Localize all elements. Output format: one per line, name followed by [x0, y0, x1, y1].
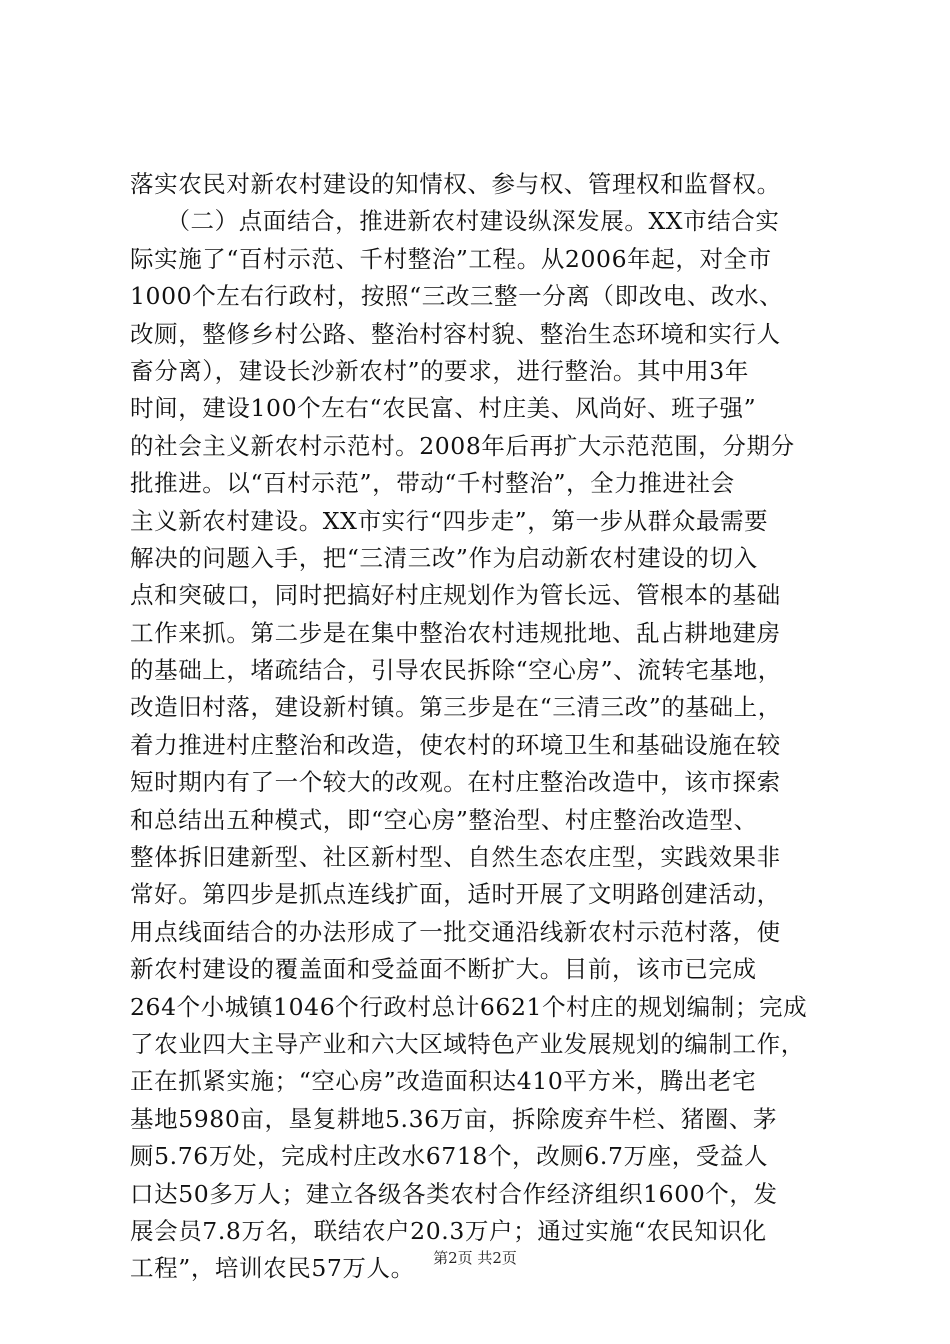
text-line: 畜分离），建设长沙新农村”的要求，进行整治。其中用3年 — [130, 356, 749, 385]
text-line: 主义新农村建设。XX市实行“四步走”，第一步从群众最需要 — [130, 506, 769, 535]
text-line: 工程”，培训农民57万人。 — [130, 1254, 415, 1283]
text-line: 解决的问题入手，把“三清三改”作为启动新农村建设的切入 — [130, 543, 758, 572]
text-line: 正在抓紧实施；“空心房”改造面积达410平方米，腾出老宅 — [130, 1067, 757, 1096]
text-line: 常好。第四步是抓点连线扩面，适时开展了文明路创建活动， — [130, 880, 781, 909]
text-line: 展会员7.8万名，联结农户20.3万户；通过实施“农民知识化 — [130, 1216, 767, 1245]
text-line: 口达50多万人；建立各级各类农村合作经济组织1600个，发 — [130, 1179, 778, 1208]
text-line: 1000个左右行政村，按照“三改三整一分离（即改电、改水、 — [130, 282, 784, 311]
text-line: 点和突破口，同时把搞好村庄规划作为管长远、管根本的基础 — [130, 581, 781, 610]
text-line: 264个小城镇1046个行政村总计6621个村庄的规划编制；完成 — [130, 992, 808, 1021]
text-line: 基地5980亩，垦复耕地5.36万亩，拆除废弃牛栏、猪圈、茅 — [130, 1104, 778, 1133]
text-line: 改造旧村落，建设新村镇。第三步是在“三清三改”的基础上， — [130, 693, 782, 722]
text-line: 落实农民对新农村建设的知情权、参与权、管理权和监督权。 — [130, 170, 781, 198]
text-line: 的社会主义新农村示范村。2008年后再扩大示范范围，分期分 — [130, 431, 795, 460]
text-line: 时间，建设100个左右“农民富、村庄美、风尚好、班子强” — [130, 394, 757, 423]
text-line: 整体拆旧建新型、社区新村型、自然生态农庄型，实践效果非 — [130, 843, 781, 872]
text-line: 改厕，整修乡村公路、整治村容村貌、整治生态环境和实行人 — [130, 319, 781, 348]
text-line: 用点线面结合的办法形成了一批交通沿线新农村示范村落，使 — [130, 917, 781, 946]
text-line: 着力推进村庄整治和改造，使农村的环境卫生和基础设施在较 — [130, 730, 781, 759]
text-line: 批推进。以“百村示范”，带动“千村整治”，全力推进社会 — [130, 469, 735, 498]
text-line: 工作来抓。第二步是在集中整治农村违规批地、乱占耕地建房 — [130, 618, 781, 647]
body-text — [130, 166, 830, 1288]
text-line: 短时期内有了一个较大的改观。在村庄整治改造中，该市探索 — [130, 768, 781, 797]
page-footer: 第2页 共2页 — [433, 1249, 517, 1267]
text-line: 和总结出五种模式，即“空心房”整治型、村庄整治改造型、 — [130, 805, 758, 834]
text-line: 际实施了“百村示范、千村整治”工程。从2006年起，对全市 — [130, 244, 772, 273]
text-line: 新农村建设的覆盖面和受益面不断扩大。目前，该市已完成 — [130, 955, 757, 984]
text-line: 的基础上，堵疏结合，引导农民拆除“空心房”、流转宅基地， — [130, 656, 782, 685]
text-line: 厕5.76万处，完成村庄改水6718个，改厕6.7万座，受益人 — [130, 1142, 769, 1171]
text-line: 了农业四大主导产业和六大区域特色产业发展规划的编制工作， — [130, 1029, 805, 1058]
text-line: （二）点面结合，推进新农村建设纵深发展。XX市结合实 — [130, 207, 780, 236]
